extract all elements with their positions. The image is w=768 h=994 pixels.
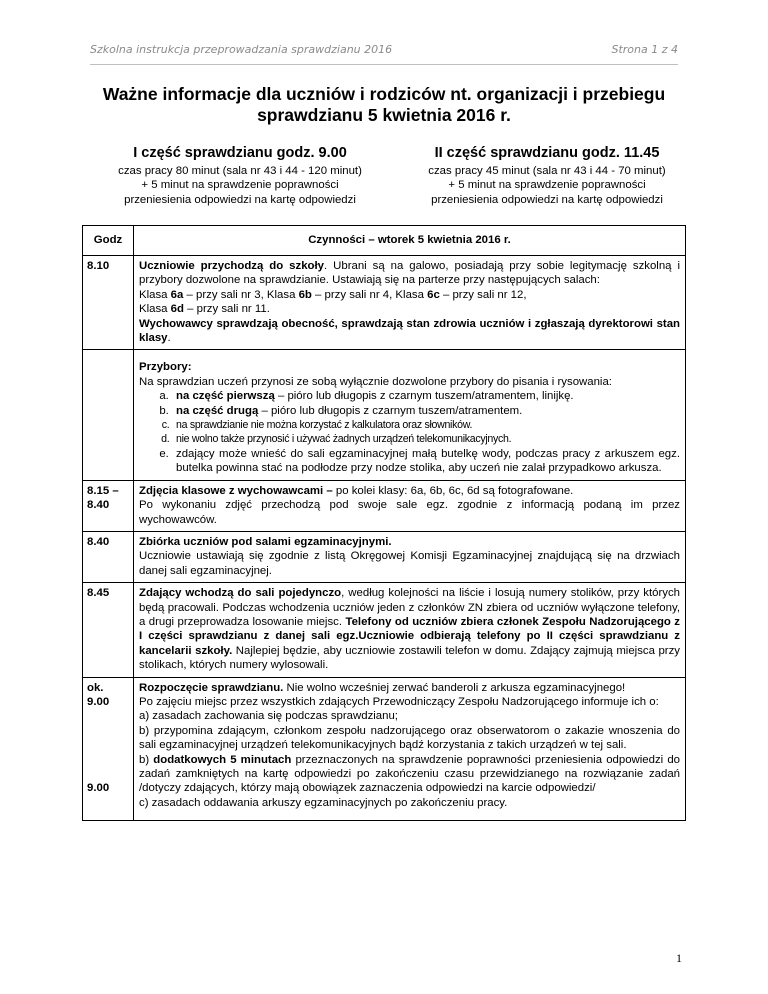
part-one-line2: + 5 minut na sprawdzenie poprawności — [141, 179, 339, 191]
gathering-heading: Zbiórka uczniów pod salami egzaminacyjnymi. — [139, 535, 392, 548]
time-start-2: 9.00 — [87, 782, 110, 795]
part-two-line3: przeniesienia odpowiedzi na kartę odpowiedzi — [431, 193, 663, 206]
part-two-heading: II część sprawdzianu godz. 11.45 — [434, 145, 660, 161]
page-header — [90, 43, 678, 56]
photos-text-2: Po wykonaniu zdjęć przechodzą pod swoje sale egz. zgodnie z informacją podaną im przez wychowawców. — [139, 499, 680, 526]
photos-text: po kolei klasy: 6a, 6b, 6c, 6d są fotografowane. — [332, 484, 574, 497]
supplies-intro: Na sprawdzian uczeń przynosi ze sobą wyłącznie dozwolone przybory do pisania i rysowania: — [139, 375, 612, 388]
entry-heading: Zdający wchodzą do sali pojedynczo — [139, 587, 342, 600]
part-one-info — [80, 146, 400, 207]
briefing-item: przeznaczonych na sprawdzenie poprawności przeniesienia odpowiedzi do zadań zamkniętych na kartę odpowiedzi po zakończeniu czasu przewidzianego na rozwiązanie zadań /dotyczy zdających, którzy mają obowiązek zaznaczenia odpowiedzi na karcie odpowiedzi/ — [139, 753, 681, 795]
row-activity — [134, 583, 686, 677]
row-activity — [134, 350, 686, 480]
part-two-line2: + 5 minut na sprawdzenie poprawności — [448, 179, 646, 191]
table-row — [83, 256, 686, 350]
header-page-indicator: Strona 1 z 4 — [611, 43, 678, 56]
list-item: c. na sprawdzianie nie można korzystać z kalkulatora oraz słowników. — [172, 418, 680, 432]
schedule-table — [82, 225, 686, 821]
table-row — [83, 480, 686, 531]
supplies-heading: Przybory: — [139, 361, 192, 374]
part-one-line3: przeniesienia odpowiedzi na kartę odpowiedzi — [124, 193, 356, 206]
briefing-item: b) przypomina zdającym, członkom zespołu nadzorującego oraz obserwatorom o zakazie wnoszenia do sali egzaminacyjnej urządzeń telekomunikacyjnych bądź korzystania z takich urządzeń w tej sali. — [139, 724, 680, 752]
class-label: 6d — [170, 303, 184, 316]
start-text: Nie wolno wcześniej zerwać banderoli z arkusza egzaminacyjnego! — [283, 681, 626, 694]
list-item — [172, 404, 680, 418]
start-heading: Rozpoczęcie sprawdzianu. — [139, 681, 284, 694]
table-row — [83, 583, 686, 677]
time-start: 8.15 – — [87, 484, 119, 497]
table-row — [83, 350, 686, 480]
photos-heading: Zdjęcia klasowe z wychowawcami – — [139, 484, 333, 497]
list-item-bold: na część drugą — [176, 404, 259, 417]
entry-text: , według kolejności na liście i losują numery stolików, przy których będą pracowali. Podczas wchodzenia uczniów jeden z członków ZN zbiera od uczniów wyłączone telefony, a drugi przeprowadza losowanie miejsc. — [139, 587, 681, 628]
page-number: 1 — [676, 951, 682, 965]
header-doc-title: Szkolna instrukcja przeprowadzania sprawdzianu 2016 — [90, 43, 393, 56]
row-time: 8.40 — [83, 531, 134, 582]
gathering-text: Uczniowie ustawiają się zgodnie z listą Okręgowej Komisji Egzaminacyjnej znajdującą się na drzwiach danej sali egzaminacyjnej. — [139, 550, 680, 577]
briefing-item: a) zasadach zachowania się podczas sprawdzianu; — [139, 710, 398, 723]
row-activity — [134, 677, 686, 821]
row-time — [83, 480, 134, 531]
class-label: 6a — [170, 288, 184, 301]
row-time-empty — [83, 350, 134, 480]
time-end: 8.40 — [87, 499, 110, 512]
table-row — [83, 531, 686, 582]
col-header-activity: Czynności – wtorek 5 kwietnia 2016 r. — [134, 226, 686, 256]
table-row — [83, 677, 686, 821]
briefing-intro: Po zajęciu miejsc przez wszystkich zdających Przewodniczący Zespołu Nadzorującego informuje ich o: — [139, 695, 659, 708]
briefing-item-prefix: b) — [139, 753, 154, 766]
list-item — [172, 389, 680, 403]
list-item-text: – pióro lub długopis z czarnym tuszem/atramentem. — [258, 404, 523, 417]
entry-text-2: Najlepiej będzie, aby uczniowie zostawili telefon w domu. Zdający zajmują miejsca przy stolikach, których numery wylosowali. — [139, 644, 680, 672]
row-time — [83, 677, 134, 821]
teachers-note-end: . — [167, 332, 171, 345]
class-label: 6b — [298, 288, 312, 301]
arrival-text: . Ubrani są na galowo, posiadają przy sobie legitymację szkolną i przybory dozwolone na sprawdzianie. Ustawiają się na parterze przy następujących salach: — [139, 260, 680, 287]
briefing-item: c) zasadach oddawania arkuszy egzaminacyjnych po zakończeniu pracy. — [139, 796, 508, 809]
arrival-heading: Uczniowie przychodzą do szkoły — [139, 260, 324, 272]
table-header-row — [83, 226, 686, 256]
part-two-line1: czas pracy 45 minut (sala nr 43 i 44 - 70 minut) — [428, 164, 666, 177]
row-activity — [134, 531, 686, 582]
teachers-note: Wychowawcy sprawdzają obecność, sprawdzają stan zdrowia uczniów i zgłaszają dyrektorowi stan klasy — [139, 317, 680, 345]
col-header-time: Godz — [83, 226, 134, 256]
class-text: – przy sali nr 3, Klasa — [183, 288, 299, 301]
time-start: 9.00 — [87, 695, 110, 708]
class-label: 6c — [427, 288, 440, 301]
part-one-heading: I część sprawdzianu godz. 9.00 — [133, 145, 347, 161]
row-time: 8.45 — [83, 583, 134, 677]
part-one-line1: czas pracy 80 minut (sala nr 43 i 44 - 120 minut) — [118, 164, 362, 177]
list-item-text: – pióro lub długopis z czarnym tuszem/atramentem, linijkę. — [274, 390, 574, 403]
part-two-info — [377, 146, 717, 207]
row-time: 8.10 — [83, 256, 134, 350]
class-text: – przy sali nr 12, — [439, 288, 527, 301]
class-text: Klasa — [139, 288, 171, 301]
class-text: Klasa — [139, 303, 171, 316]
list-item-bold: na część pierwszą — [176, 390, 275, 403]
document-title: Ważne informacje dla uczniów i rodziców nt. organizacji i przebiegu sprawdzianu 5 kwietnia 2016 r. — [102, 84, 666, 125]
row-activity — [134, 480, 686, 531]
class-text: – przy sali nr 11. — [183, 303, 270, 316]
supplies-list — [139, 389, 680, 475]
row-activity — [134, 256, 686, 350]
time-approx: ok. — [87, 681, 104, 694]
list-item: d. nie wolno także przynosić i używać żadnych urządzeń telekomunikacyjnych. — [172, 432, 680, 446]
briefing-item-bold: dodatkowych 5 minutach — [153, 753, 292, 766]
list-item: e. zdający może wnieść do sali egzaminacyjnej małą butelkę wody, podczas pracy z arkuszem egz. butelka powinna stać na podłodze przy nodze stolika, aby uczeń nie zalał przypadkowo arkusza. — [172, 447, 680, 476]
header-divider — [90, 64, 678, 65]
class-text: – przy sali nr 4, Klasa — [311, 288, 428, 301]
phones-note: Telefony od uczniów zbiera członek Zespołu Nadzorującego z I części sprawdzianu z danej sali egz.Uczniowie odbierają telefony po II części sprawdzianu z kancelarii szkoły. — [139, 615, 680, 657]
